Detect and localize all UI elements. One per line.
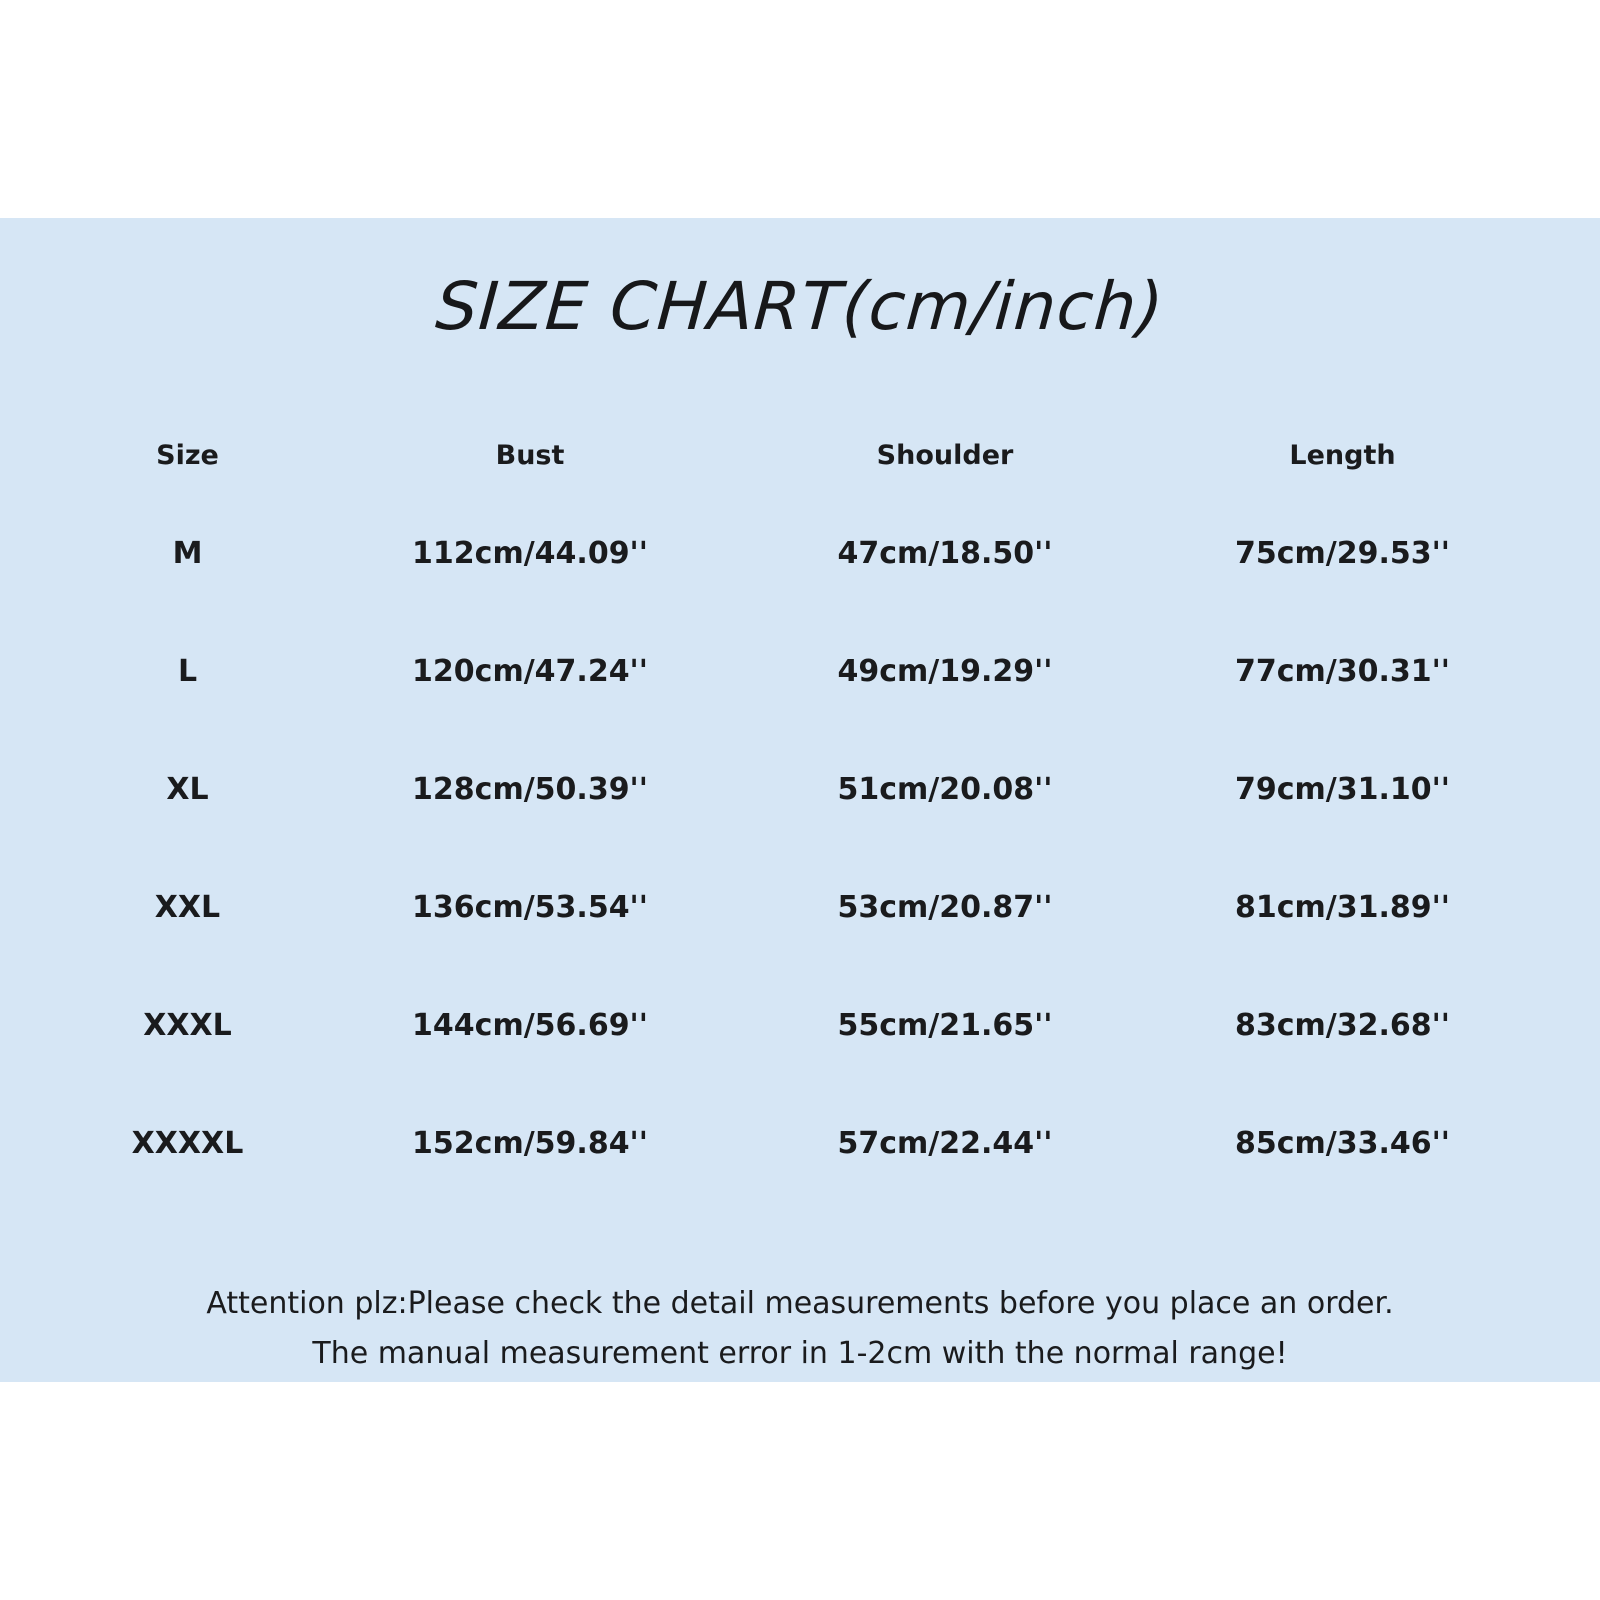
cell-bust: 120cm/47.24'' [412,653,648,689]
column-header-bust: Bust [495,439,565,471]
cell-size: XXXL [143,1007,232,1043]
cell-bust: 152cm/59.84'' [412,1125,648,1161]
page-title: SIZE CHART(cm/inch) [433,268,1167,345]
cell-bust: 112cm/44.09'' [412,535,648,571]
table-row [60,494,1540,612]
size-chart-card [0,218,1600,1382]
column-header-shoulder: Shoulder [876,439,1014,471]
cell-length: 83cm/32.68'' [1234,1007,1450,1043]
cell-shoulder: 55cm/21.65'' [837,1007,1053,1043]
cell-length: 79cm/31.10'' [1234,771,1450,807]
table-header-row [60,416,1540,494]
attention-note-line-2: The manual measurement error in 1-2cm with the normal range! [312,1336,1288,1371]
cell-bust: 136cm/53.54'' [412,889,648,925]
cell-length: 75cm/29.53'' [1234,535,1450,571]
attention-note-line-1: Attention plz:Please check the detail measurements before you place an order. [206,1286,1394,1321]
cell-size: M [172,535,203,571]
size-chart-table [60,416,1540,1202]
column-header-length: Length [1289,439,1396,471]
cell-size: XXL [154,889,221,925]
cell-shoulder: 49cm/19.29'' [837,653,1053,689]
cell-bust: 128cm/50.39'' [412,771,648,807]
table-row [60,1084,1540,1202]
cell-length: 85cm/33.46'' [1234,1125,1450,1161]
cell-size: XL [166,771,209,807]
cell-shoulder: 51cm/20.08'' [837,771,1053,807]
cell-shoulder: 53cm/20.87'' [837,889,1053,925]
table-row [60,848,1540,966]
table-row [60,730,1540,848]
table-row [60,966,1540,1084]
cell-bust: 144cm/56.69'' [412,1007,648,1043]
column-header-size: Size [156,439,219,471]
cell-length: 77cm/30.31'' [1234,653,1450,689]
cell-size: XXXXL [131,1125,244,1161]
cell-shoulder: 57cm/22.44'' [837,1125,1053,1161]
cell-size: L [177,653,198,689]
table-row [60,612,1540,730]
cell-length: 81cm/31.89'' [1234,889,1450,925]
cell-shoulder: 47cm/18.50'' [837,535,1053,571]
